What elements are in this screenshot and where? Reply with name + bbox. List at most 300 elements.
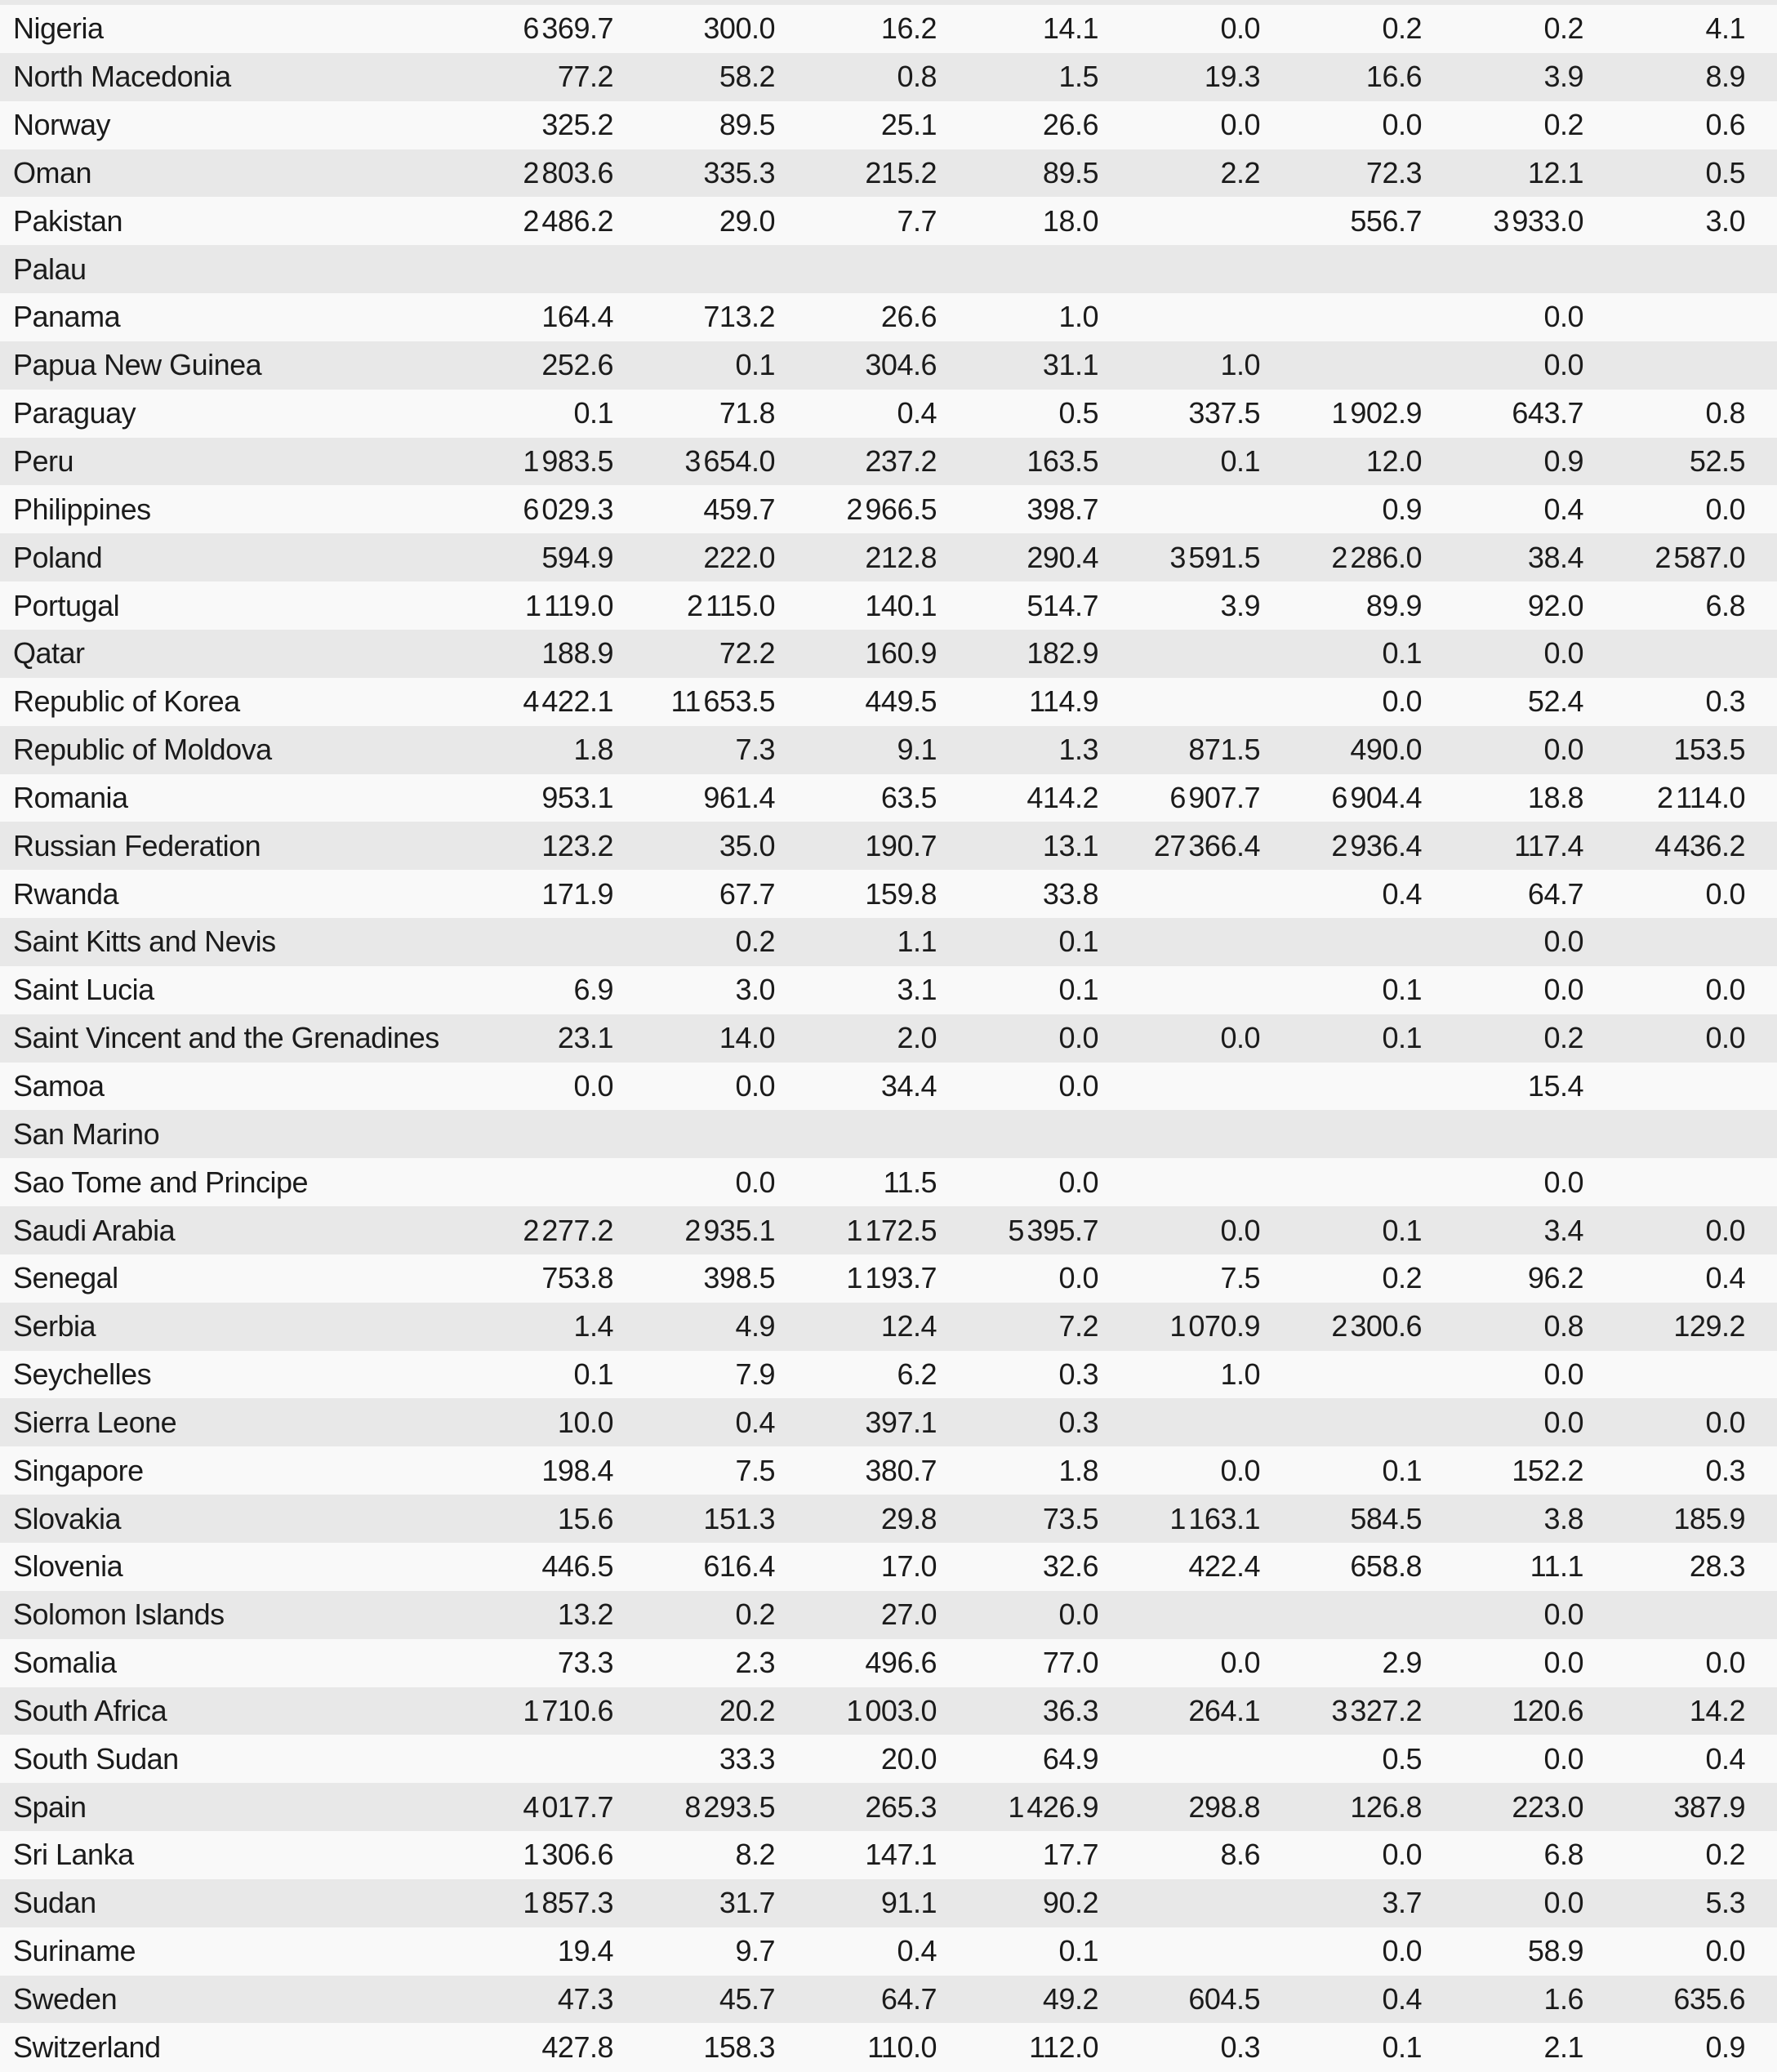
cell-value: 0.0: [1543, 1886, 1583, 1920]
cell-value: 0.3: [1705, 684, 1745, 719]
country-name: Suriname: [13, 1934, 136, 1968]
cell-value: 151.3: [703, 1501, 775, 1535]
cell-value: 153.5: [1673, 733, 1745, 767]
cell-value: 14.0: [719, 1021, 775, 1055]
cell-value: 0.0: [1543, 1165, 1583, 1199]
cell-value: 158.3: [703, 2030, 775, 2064]
cell-value: 29.8: [880, 1501, 937, 1535]
cell-value: 0.0: [1543, 1646, 1583, 1680]
table-row: [0, 293, 1777, 341]
table-row: [0, 2023, 1777, 2071]
country-name: Palau: [13, 252, 87, 286]
country-name: Poland: [13, 540, 103, 574]
cell-value: 0.0: [1058, 1068, 1098, 1103]
cell-value: 73.3: [557, 1646, 613, 1680]
table-row: [0, 1639, 1777, 1687]
table-row: [0, 485, 1777, 533]
cell-value: 215.2: [865, 155, 937, 189]
table-row: [0, 197, 1777, 245]
cell-value: 89.5: [719, 108, 775, 142]
cell-value: 0.4: [1543, 492, 1583, 526]
cell-value: 0.1: [573, 396, 613, 430]
cell-value: 4 422.1: [523, 684, 613, 719]
country-name: Romania: [13, 780, 128, 814]
cell-value: 3 654.0: [684, 444, 775, 479]
table-row: [0, 1446, 1777, 1495]
cell-value: 0.2: [735, 1597, 775, 1632]
cell-value: 0.0: [1220, 1646, 1260, 1680]
cell-value: 9.1: [897, 733, 937, 767]
cell-value: 953.1: [541, 780, 613, 814]
cell-value: 3 933.0: [1493, 203, 1583, 238]
cell-value: 264.1: [1188, 1693, 1260, 1727]
cell-value: 387.9: [1673, 1789, 1745, 1824]
cell-value: 14.1: [1042, 11, 1098, 46]
table-row: [0, 918, 1777, 966]
cell-value: 7.5: [735, 1453, 775, 1487]
cell-value: 73.5: [1042, 1501, 1098, 1535]
cell-value: 0.1: [1382, 636, 1422, 671]
cell-value: 4.9: [735, 1309, 775, 1343]
country-name: Oman: [13, 155, 92, 189]
cell-value: 6.2: [897, 1357, 937, 1392]
table-row: [0, 1543, 1777, 1591]
cell-value: 325.2: [541, 108, 613, 142]
cell-value: 3.4: [1543, 1213, 1583, 1247]
country-name: Samoa: [13, 1068, 105, 1103]
cell-value: 0.0: [1543, 1405, 1583, 1439]
cell-value: 2.2: [1220, 155, 1260, 189]
cell-value: 0.6: [1705, 108, 1745, 142]
cell-value: 45.7: [719, 1982, 775, 2016]
cell-value: 0.0: [1543, 300, 1583, 334]
cell-value: 0.0: [1220, 1213, 1260, 1247]
cell-value: 1 902.9: [1331, 396, 1422, 430]
cell-value: 0.1: [735, 348, 775, 382]
cell-value: 0.0: [1058, 1165, 1098, 1199]
country-name: Saudi Arabia: [13, 1213, 176, 1247]
cell-value: 28.3: [1689, 1549, 1745, 1584]
country-name: Republic of Moldova: [13, 733, 272, 767]
cell-value: 1 070.9: [1169, 1309, 1260, 1343]
cell-value: 4 436.2: [1655, 828, 1745, 862]
cell-value: 1.4: [573, 1309, 613, 1343]
cell-value: 7.7: [897, 203, 937, 238]
cell-value: 0.1: [1382, 1453, 1422, 1487]
table-row: [0, 1495, 1777, 1543]
cell-value: 163.5: [1027, 444, 1098, 479]
cell-value: 126.8: [1350, 1789, 1422, 1824]
table-row: [0, 149, 1777, 198]
cell-value: 12.4: [880, 1309, 937, 1343]
cell-value: 52.4: [1527, 684, 1583, 719]
cell-value: 398.5: [703, 1261, 775, 1295]
cell-value: 4.1: [1705, 11, 1745, 46]
country-name: Pakistan: [13, 203, 123, 238]
cell-value: 18.0: [1042, 203, 1098, 238]
cell-value: 0.3: [1058, 1357, 1098, 1392]
cell-value: 0.1: [1058, 925, 1098, 959]
cell-value: 0.0: [1543, 1741, 1583, 1776]
cell-value: 29.0: [719, 203, 775, 238]
country-name: Saint Lucia: [13, 973, 154, 1007]
cell-value: 0.9: [1543, 444, 1583, 479]
cell-value: 26.6: [880, 300, 937, 334]
country-name: Rwanda: [13, 876, 119, 911]
cell-value: 212.8: [865, 540, 937, 574]
cell-value: 514.7: [1027, 588, 1098, 622]
cell-value: 159.8: [865, 876, 937, 911]
cell-value: 8.6: [1220, 1838, 1260, 1872]
cell-value: 0.0: [1220, 1021, 1260, 1055]
cell-value: 594.9: [541, 540, 613, 574]
cell-value: 459.7: [703, 492, 775, 526]
cell-value: 0.1: [573, 1357, 613, 1392]
cell-value: 7.2: [1058, 1309, 1098, 1343]
cell-value: 64.7: [1527, 876, 1583, 911]
cell-value: 2 803.6: [523, 155, 613, 189]
table-row: [0, 1927, 1777, 1976]
cell-value: 496.6: [865, 1646, 937, 1680]
cell-value: 12.1: [1527, 155, 1583, 189]
table-row: [0, 1783, 1777, 1831]
table-row: [0, 966, 1777, 1014]
cell-value: 397.1: [865, 1405, 937, 1439]
cell-value: 8 293.5: [684, 1789, 775, 1824]
cell-value: 11 653.5: [670, 684, 775, 719]
cell-value: 72.3: [1365, 155, 1422, 189]
cell-value: 0.2: [1705, 1838, 1745, 1872]
table-row: [0, 726, 1777, 774]
table-row: [0, 1063, 1777, 1111]
cell-value: 0.8: [897, 60, 937, 94]
table-row: [0, 5, 1777, 53]
table-row: [0, 774, 1777, 822]
cell-value: 9.7: [735, 1934, 775, 1968]
cell-value: 64.7: [880, 1982, 937, 2016]
cell-value: 164.4: [541, 300, 613, 334]
table-row: [0, 438, 1777, 486]
cell-value: 13.2: [557, 1597, 613, 1632]
table-row: [0, 1303, 1777, 1351]
cell-value: 556.7: [1350, 203, 1422, 238]
cell-value: 120.6: [1512, 1693, 1583, 1727]
cell-value: 17.7: [1042, 1838, 1098, 1872]
country-name: San Marino: [13, 1116, 160, 1151]
cell-value: 63.5: [880, 780, 937, 814]
table-row: [0, 1014, 1777, 1063]
cell-value: 27 366.4: [1153, 828, 1260, 862]
cell-value: 604.5: [1188, 1982, 1260, 2016]
cell-value: 335.3: [703, 155, 775, 189]
cell-value: 0.0: [1058, 1261, 1098, 1295]
cell-value: 52.5: [1689, 444, 1745, 479]
cell-value: 14.2: [1689, 1693, 1745, 1727]
cell-value: 33.3: [719, 1741, 775, 1776]
table-row: [0, 822, 1777, 870]
cell-value: 3.9: [1543, 60, 1583, 94]
cell-value: 223.0: [1512, 1789, 1583, 1824]
cell-value: 6 904.4: [1331, 780, 1422, 814]
country-name: Qatar: [13, 636, 85, 671]
cell-value: 0.1: [1058, 1934, 1098, 1968]
cell-value: 0.8: [1705, 396, 1745, 430]
cell-value: 96.2: [1527, 1261, 1583, 1295]
cell-value: 0.0: [573, 1068, 613, 1103]
cell-value: 0.0: [735, 1165, 775, 1199]
cell-value: 1 306.6: [523, 1838, 613, 1872]
cell-value: 23.1: [557, 1021, 613, 1055]
cell-value: 198.4: [541, 1453, 613, 1487]
cell-value: 67.7: [719, 876, 775, 911]
cell-value: 0.3: [1705, 1453, 1745, 1487]
cell-value: 1.0: [1220, 348, 1260, 382]
country-name: Saint Vincent and the Grenadines: [13, 1021, 439, 1055]
table-row: [0, 1879, 1777, 1927]
cell-value: 0.2: [735, 925, 775, 959]
cell-value: 0.0: [1382, 1838, 1422, 1872]
cell-value: 0.0: [1705, 1213, 1745, 1247]
cell-value: 0.1: [1382, 1021, 1422, 1055]
cell-value: 16.2: [880, 11, 937, 46]
cell-value: 18.8: [1527, 780, 1583, 814]
cell-value: 5.3: [1705, 1886, 1745, 1920]
cell-value: 6.8: [1543, 1838, 1583, 1872]
cell-value: 160.9: [865, 636, 937, 671]
cell-value: 2 935.1: [684, 1213, 775, 1247]
cell-value: 1.1: [897, 925, 937, 959]
cell-value: 1 983.5: [523, 444, 613, 479]
cell-value: 0.0: [1058, 1021, 1098, 1055]
cell-value: 0.2: [1543, 1021, 1583, 1055]
cell-value: 15.6: [557, 1501, 613, 1535]
cell-value: 47.3: [557, 1982, 613, 2016]
cell-value: 0.0: [1220, 1453, 1260, 1487]
cell-value: 0.4: [1382, 876, 1422, 911]
cell-value: 0.0: [1705, 1646, 1745, 1680]
cell-value: 2.3: [735, 1646, 775, 1680]
table-row: [0, 1735, 1777, 1783]
cell-value: 6 907.7: [1169, 780, 1260, 814]
cell-value: 71.8: [719, 396, 775, 430]
cell-value: 3.0: [735, 973, 775, 1007]
cell-value: 398.7: [1027, 492, 1098, 526]
table-row: [0, 581, 1777, 630]
country-name: Slovenia: [13, 1549, 123, 1584]
cell-value: 72.2: [719, 636, 775, 671]
cell-value: 1.6: [1543, 1982, 1583, 2016]
cell-value: 304.6: [865, 348, 937, 382]
cell-value: 0.0: [1705, 1405, 1745, 1439]
cell-value: 89.9: [1365, 588, 1422, 622]
cell-value: 91.1: [880, 1886, 937, 1920]
cell-value: 871.5: [1188, 733, 1260, 767]
table-row: [0, 245, 1777, 293]
cell-value: 89.5: [1042, 155, 1098, 189]
cell-value: 0.8: [1543, 1309, 1583, 1343]
cell-value: 33.8: [1042, 876, 1098, 911]
table-row: [0, 1110, 1777, 1158]
country-name: Nigeria: [13, 11, 104, 46]
cell-value: 1 426.9: [1008, 1789, 1098, 1824]
cell-value: 616.4: [703, 1549, 775, 1584]
country-name: Russian Federation: [13, 828, 261, 862]
cell-value: 0.0: [1058, 1597, 1098, 1632]
cell-value: 0.0: [1220, 11, 1260, 46]
cell-value: 0.4: [1705, 1261, 1745, 1295]
country-name: Sao Tome and Principe: [13, 1165, 309, 1199]
cell-value: 16.6: [1365, 60, 1422, 94]
cell-value: 222.0: [703, 540, 775, 574]
table-row: [0, 341, 1777, 390]
cell-value: 13.1: [1042, 828, 1098, 862]
cell-value: 92.0: [1527, 588, 1583, 622]
cell-value: 64.9: [1042, 1741, 1098, 1776]
country-data-table: [0, 5, 1777, 2071]
cell-value: 2 300.6: [1331, 1309, 1422, 1343]
cell-value: 152.2: [1512, 1453, 1583, 1487]
cell-value: 112.0: [1029, 2030, 1098, 2064]
cell-value: 3.1: [897, 973, 937, 1007]
cell-value: 19.4: [557, 1934, 613, 1968]
country-name: Republic of Korea: [13, 684, 240, 719]
country-name: Sierra Leone: [13, 1405, 177, 1439]
table-row: [0, 1254, 1777, 1303]
cell-value: 0.4: [1382, 1982, 1422, 2016]
cell-value: 3.8: [1543, 1501, 1583, 1535]
cell-value: 6 369.7: [523, 11, 613, 46]
cell-value: 252.6: [541, 348, 613, 382]
cell-value: 0.4: [1705, 1741, 1745, 1776]
table-row: [0, 1206, 1777, 1254]
cell-value: 7.9: [735, 1357, 775, 1392]
cell-value: 11.5: [883, 1165, 937, 1199]
table-row: [0, 870, 1777, 918]
cell-value: 0.0: [1705, 492, 1745, 526]
cell-value: 298.8: [1188, 1789, 1260, 1824]
cell-value: 0.5: [1705, 155, 1745, 189]
cell-value: 0.2: [1543, 11, 1583, 46]
cell-value: 129.2: [1673, 1309, 1745, 1343]
cell-value: 0.0: [1543, 636, 1583, 671]
cell-value: 0.5: [1382, 1741, 1422, 1776]
cell-value: 2 966.5: [846, 492, 937, 526]
table-row: [0, 53, 1777, 101]
cell-value: 0.3: [1058, 1405, 1098, 1439]
table-row: [0, 1976, 1777, 2024]
country-name: Singapore: [13, 1453, 144, 1487]
cell-value: 1 119.0: [525, 588, 613, 622]
cell-value: 6 029.3: [523, 492, 613, 526]
cell-value: 27.0: [880, 1597, 937, 1632]
cell-value: 446.5: [541, 1549, 613, 1584]
cell-value: 1 163.1: [1169, 1501, 1260, 1535]
cell-value: 140.1: [865, 588, 937, 622]
cell-value: 1 193.7: [846, 1261, 937, 1295]
cell-value: 185.9: [1673, 1501, 1745, 1535]
cell-value: 0.0: [1543, 925, 1583, 959]
cell-value: 34.4: [880, 1068, 937, 1103]
cell-value: 0.0: [1705, 1934, 1745, 1968]
country-name: Norway: [13, 108, 111, 142]
cell-value: 3.0: [1705, 203, 1745, 238]
cell-value: 32.6: [1042, 1549, 1098, 1584]
cell-value: 0.2: [1382, 11, 1422, 46]
cell-value: 0.0: [1705, 876, 1745, 911]
cell-value: 114.9: [1029, 684, 1098, 719]
cell-value: 0.1: [1058, 973, 1098, 1007]
cell-value: 0.0: [1382, 1934, 1422, 1968]
table-row: [0, 390, 1777, 438]
cell-value: 0.3: [1220, 2030, 1260, 2064]
country-name: Philippines: [13, 492, 151, 526]
cell-value: 2 486.2: [523, 203, 613, 238]
cell-value: 584.5: [1350, 1501, 1422, 1535]
cell-value: 49.2: [1042, 1982, 1098, 2016]
cell-value: 2 936.4: [1331, 828, 1422, 862]
cell-value: 0.2: [1382, 1261, 1422, 1295]
cell-value: 171.9: [541, 876, 613, 911]
cell-value: 1 172.5: [846, 1213, 937, 1247]
cell-value: 1.0: [1058, 300, 1098, 334]
cell-value: 188.9: [541, 636, 613, 671]
country-name: North Macedonia: [13, 60, 231, 94]
cell-value: 25.1: [880, 108, 937, 142]
cell-value: 635.6: [1673, 1982, 1745, 2016]
cell-value: 36.3: [1042, 1693, 1098, 1727]
cell-value: 15.4: [1527, 1068, 1583, 1103]
cell-value: 4 017.7: [523, 1789, 613, 1824]
cell-value: 2 286.0: [1331, 540, 1422, 574]
cell-value: 0.1: [1382, 1213, 1422, 1247]
cell-value: 1 003.0: [846, 1693, 937, 1727]
table-row: [0, 101, 1777, 149]
cell-value: 77.2: [557, 60, 613, 94]
country-name: Panama: [13, 300, 121, 334]
cell-value: 2 115.0: [687, 588, 775, 622]
cell-value: 5 395.7: [1008, 1213, 1098, 1247]
cell-value: 0.0: [1382, 684, 1422, 719]
country-name: Peru: [13, 444, 74, 479]
cell-value: 11.1: [1530, 1549, 1583, 1584]
cell-value: 337.5: [1188, 396, 1260, 430]
cell-value: 0.0: [1543, 733, 1583, 767]
table-row: [0, 1831, 1777, 1879]
country-name: Papua New Guinea: [13, 348, 262, 382]
cell-value: 753.8: [541, 1261, 613, 1295]
cell-value: 0.2: [1543, 108, 1583, 142]
cell-value: 2 114.0: [1657, 780, 1745, 814]
cell-value: 0.9: [1705, 2030, 1745, 2064]
cell-value: 7.3: [735, 733, 775, 767]
cell-value: 290.4: [1027, 540, 1098, 574]
cell-value: 20.0: [880, 1741, 937, 1776]
cell-value: 449.5: [865, 684, 937, 719]
cell-value: 0.4: [735, 1405, 775, 1439]
cell-value: 6.9: [573, 973, 613, 1007]
cell-value: 90.2: [1042, 1886, 1098, 1920]
cell-value: 1.8: [573, 733, 613, 767]
cell-value: 0.1: [1220, 444, 1260, 479]
cell-value: 31.1: [1042, 348, 1098, 382]
cell-value: 0.0: [735, 1068, 775, 1103]
cell-value: 77.0: [1042, 1646, 1098, 1680]
cell-value: 6.8: [1705, 588, 1745, 622]
cell-value: 10.0: [557, 1405, 613, 1439]
country-name: Slovakia: [13, 1501, 122, 1535]
cell-value: 123.2: [541, 828, 613, 862]
country-name: Paraguay: [13, 396, 136, 430]
